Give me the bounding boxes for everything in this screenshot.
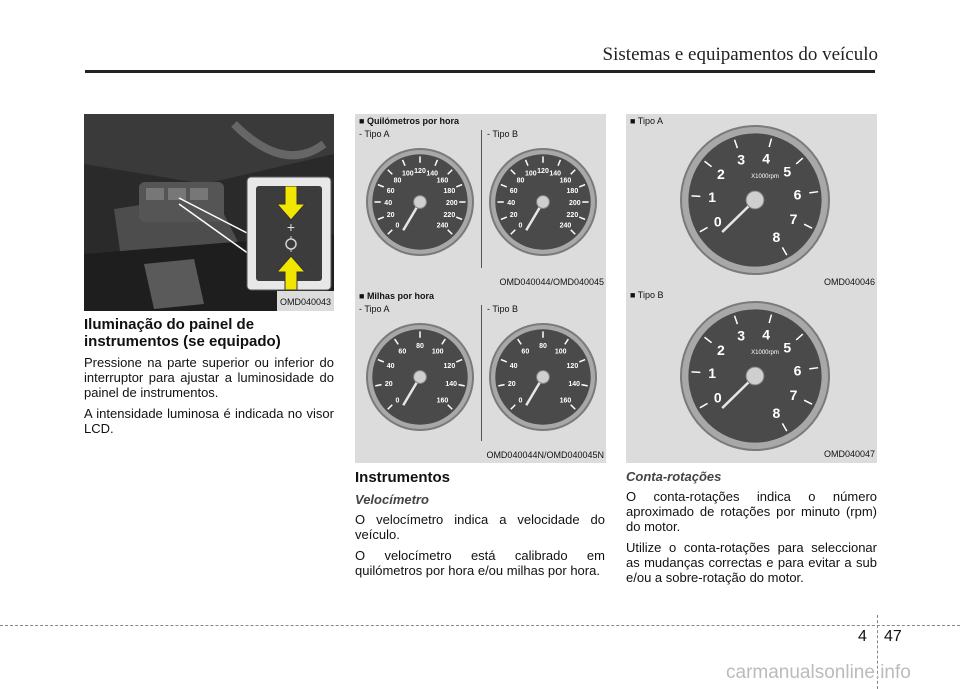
dial-label: 2 [717,341,725,358]
dial-label: 240 [436,222,449,230]
figure-code-box [277,291,334,311]
dial-label: 80 [416,343,424,351]
paragraph: Utilize o conta-rotações para seleccionar as mudanças correctas e para evitar a sub e/ou a sobre-rotação do motor. [626,540,877,585]
dial-label: 4 [762,150,771,167]
divider [481,130,482,268]
black-square-icon: ■ [630,290,638,300]
dial-label: 6 [793,362,802,379]
type-a-label: Tipo A [637,116,663,126]
subheading-tachometer: Conta-rotações [626,469,722,484]
dial-label: 40 [507,200,516,207]
dial-label: 60 [521,348,530,356]
section-heading-instruments: Instrumentos [355,469,451,486]
dial-label: 240 [559,222,572,230]
paragraph: O velocímetro indica a velocidade do veículo. [355,512,605,542]
dial-label: 120 [566,362,579,370]
dial-label: 160 [436,177,449,185]
dial-hub [414,196,427,209]
paragraph: Pressione na parte superior ou inferior do interruptor para ajustar a luminosidade do painel de instrumentos. [84,355,334,400]
black-square-icon: ■ [359,291,367,301]
brightness-icon [283,236,299,252]
type-a-label: - Tipo A [359,129,390,139]
dial-label: 100 [554,348,567,356]
dial-label: 5 [783,339,792,356]
col1-text [84,316,334,442]
figure-code: OMD040043 [279,297,331,307]
black-square-icon: ■ [630,116,638,126]
dial-label: 120 [537,168,549,176]
dial-label: 2 [717,165,725,182]
figure-code: OMD040044/OMD040045 [499,277,604,287]
dial-label: 220 [566,212,579,220]
chapter-number: 4 [858,628,867,645]
figure-code: OMD040046 [823,277,875,287]
dial-label: 120 [443,362,456,370]
dial-label: 60 [398,348,407,356]
dial-tick [691,196,700,197]
col2-text [355,469,605,584]
dial-hub [537,371,550,384]
dial-label: 180 [443,187,456,195]
divider [481,305,482,441]
watermark: carmanualsonline.info [726,662,911,683]
dial-unit-label: X1000rpm [751,349,779,356]
dial-label: 100 [524,170,537,178]
paragraph: O velocímetro está calibrado em quilómetros por hora e/ou milhas por hora. [355,548,605,578]
tachometer-type-b-panel [626,288,877,463]
dial-label: 100 [431,348,444,356]
dial-label: 4 [762,326,771,343]
header-rule [85,70,875,73]
dial-unit-label: X1000rpm [751,173,779,180]
black-square-icon: ■ [359,116,367,126]
running-header-title: Sistemas e equipamentos do veículo [602,44,878,65]
dial-label: 180 [566,187,579,195]
dial-label: 5 [783,163,792,180]
type-b-label: Tipo B [637,290,664,300]
type-a-label: - Tipo A [359,304,390,314]
tachometer-dial-type-a [679,120,831,280]
dial-label: 80 [539,343,547,351]
type-b-label: - Tipo B [487,304,519,314]
dial-hub [537,196,550,209]
dial-label: 40 [509,362,518,370]
dial-label: 3 [737,151,746,168]
dial-label: 0 [713,389,722,406]
dial-label: 8 [772,405,781,422]
figure-code: OMD040044N/OMD040045N [486,450,604,460]
speedometer-dial-type-a [365,319,475,435]
tachometer-dial-type-b [679,296,831,456]
speedometer-dial-type-b [488,144,598,260]
dial-label: 140 [426,170,439,178]
dial-label: 20 [384,381,393,389]
dial-label: 0 [395,222,400,230]
dial-label: 140 [445,381,458,389]
figure-code: OMD040047 [823,449,875,459]
dial-label: 160 [436,397,449,405]
dashboard-photo [84,114,334,311]
section-label-mph: Milhas por hora [366,291,434,301]
dial-label: 160 [559,177,572,185]
speedometer-mph-panel [355,289,606,463]
dial-label: 7 [789,386,798,403]
dial-hub [746,191,764,209]
dial-label: 60 [509,187,518,195]
dial-label: 20 [507,381,516,389]
dial-label: 8 [772,229,781,246]
dial-label: 140 [549,170,562,178]
speedometer-kmh-panel [355,114,606,290]
dial-label: 80 [393,177,402,185]
dial-hub [414,371,427,384]
dial-tick [691,372,700,373]
dial-label: 80 [516,177,525,185]
speedometer-dial-type-a [365,144,475,260]
dial-label: 200 [568,200,581,207]
paragraph: A intensidade luminosa é indicada no visor LCD. [84,406,334,436]
dial-label: 40 [384,200,393,207]
type-b-label: - Tipo B [487,129,519,139]
subheading-speedometer: Velocímetro [355,492,429,507]
section-label-kmh: Quilómetros por hora [366,116,459,126]
dial-label: 0 [395,397,400,405]
dial-label: 0 [518,397,523,405]
dial-label: 100 [401,170,414,178]
dial-label: 20 [386,212,395,220]
dial-label: 60 [386,187,395,195]
dial-label: 7 [789,210,798,227]
dial-label: 220 [443,212,456,220]
tachometer-type-a-panel [626,114,877,288]
down-arrow-icon [277,256,305,295]
dial-label: 160 [559,397,572,405]
paragraph: O conta-rotações indica o número aproximado de rotações por minuto (rpm) do motor. [626,489,877,534]
dial-hub [746,367,764,385]
dial-label: 140 [568,381,581,389]
dial-label: 0 [518,222,523,230]
page-number: 47 [884,628,902,645]
dial-label: 40 [386,362,395,370]
plus-icon: + [286,219,296,235]
dial-label: 0 [713,213,722,230]
dial-label: 20 [509,212,518,220]
dial-label: 6 [793,186,802,203]
dial-label: 3 [737,327,746,344]
dial-label: 120 [414,168,426,176]
section-heading-illumination: Iluminação do painel de instrumentos (se equipado) [84,316,281,350]
dial-label: 200 [445,200,458,207]
speedometer-dial-type-b [488,319,598,435]
dial-label: 1 [708,365,717,382]
footer-dashed-rule [0,625,960,626]
col3-text [626,469,877,591]
dial-label: 1 [708,189,717,206]
